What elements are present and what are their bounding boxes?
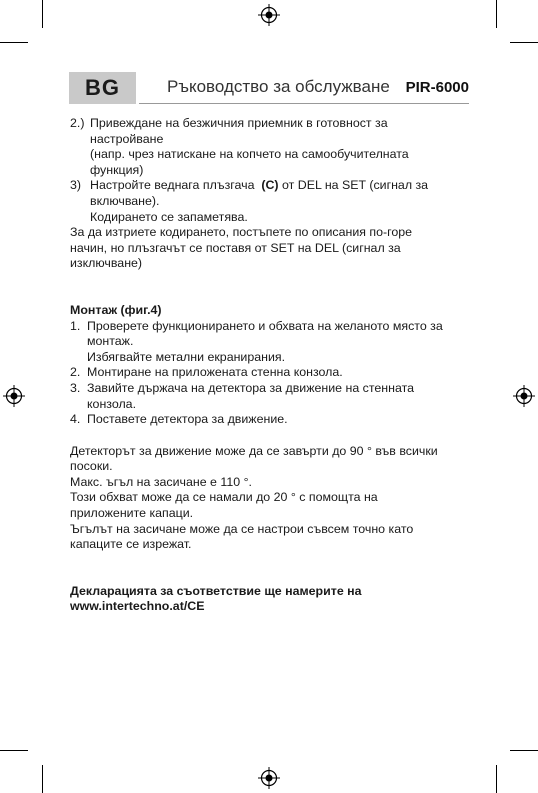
registration-mark-icon	[513, 385, 535, 407]
text-line: Избягвайте метални екранирания.	[87, 349, 286, 364]
list-number: 2.	[70, 365, 81, 380]
text-line: включване).	[90, 193, 160, 208]
text-line: Кодирането се запаметява.	[90, 209, 248, 224]
model-number: PIR-6000	[405, 79, 469, 96]
text-line: настройване	[90, 131, 164, 146]
text-line: Макс. ъгъл на засичане е 110 °.	[70, 474, 252, 489]
text-line: Завийте държача на детектора за движение на стенната	[87, 380, 415, 395]
text-line: посоки.	[70, 459, 113, 474]
header-rule	[139, 103, 469, 104]
text-line: функция)	[90, 162, 144, 177]
crop-mark	[0, 750, 28, 751]
text-line: Детекторът за движение може да се завърти до 90 ° във всички	[70, 443, 438, 458]
list-item	[70, 319, 470, 366]
list-number: 3)	[70, 178, 82, 193]
text-line: приложените капаци.	[70, 506, 194, 521]
registration-mark-icon	[258, 4, 280, 26]
registration-mark-icon	[258, 767, 280, 789]
crop-mark	[0, 42, 28, 43]
text-span: Настройте веднага плъзгача	[90, 178, 255, 193]
document-title: Ръководство за обслужване	[167, 77, 390, 96]
page-header	[69, 72, 469, 104]
list-number: 2.)	[70, 116, 85, 130]
list-item	[70, 178, 470, 225]
list-number: 3.	[70, 380, 81, 395]
text-line: Ъгълът на засичане може да се настрои съвсем точно като	[70, 521, 414, 536]
crop-mark	[42, 0, 43, 28]
text-line: Монтиране на приложената стенна конзола.	[87, 365, 343, 380]
crop-mark	[510, 750, 538, 751]
list-number: 1.	[70, 318, 81, 333]
slider-label: (C)	[261, 178, 279, 193]
document-body	[70, 116, 470, 615]
crop-mark	[510, 42, 538, 43]
text-line: Проверете функционирането и обхвата на желаното място за	[87, 318, 443, 333]
language-badge: BG	[69, 72, 136, 104]
text-line: конзола.	[87, 396, 137, 411]
list-number: 4.	[70, 412, 81, 427]
text-line: За да изтриете кодирането, постъпете по описания по-горе	[70, 225, 413, 240]
list-item	[70, 412, 470, 428]
crop-mark	[496, 0, 497, 28]
text-line: Поставете детектора за движение.	[87, 412, 288, 427]
crop-mark	[496, 765, 497, 793]
crop-mark	[42, 765, 43, 793]
text-span: от DEL на SET (сигнал за	[282, 178, 429, 193]
declaration-text: Декларацията за съответствие ще намерите на	[70, 583, 362, 598]
text-line: капаците се изрежат.	[70, 537, 192, 552]
list-item	[70, 116, 470, 178]
registration-mark-icon	[3, 385, 25, 407]
text-line: монтаж.	[87, 334, 134, 349]
text-line: начин, но плъзгачът се поставя от SET на DEL (сигнал за	[70, 240, 401, 255]
list-item	[70, 365, 470, 381]
declaration-link[interactable]: www.intertechno.at/CE	[70, 599, 205, 614]
list-item	[70, 381, 470, 412]
text-line: (напр. чрез натискане на копчето на самообучителната	[90, 147, 409, 162]
section-heading: Монтаж (фиг.4)	[70, 302, 162, 317]
text-line	[90, 178, 470, 194]
text-line: изключване)	[70, 256, 143, 271]
text-line: Привеждане на безжичния приемник в готовност за	[90, 116, 388, 130]
text-line: Този обхват може да се намали до 20 ° с помощта на	[70, 490, 378, 505]
